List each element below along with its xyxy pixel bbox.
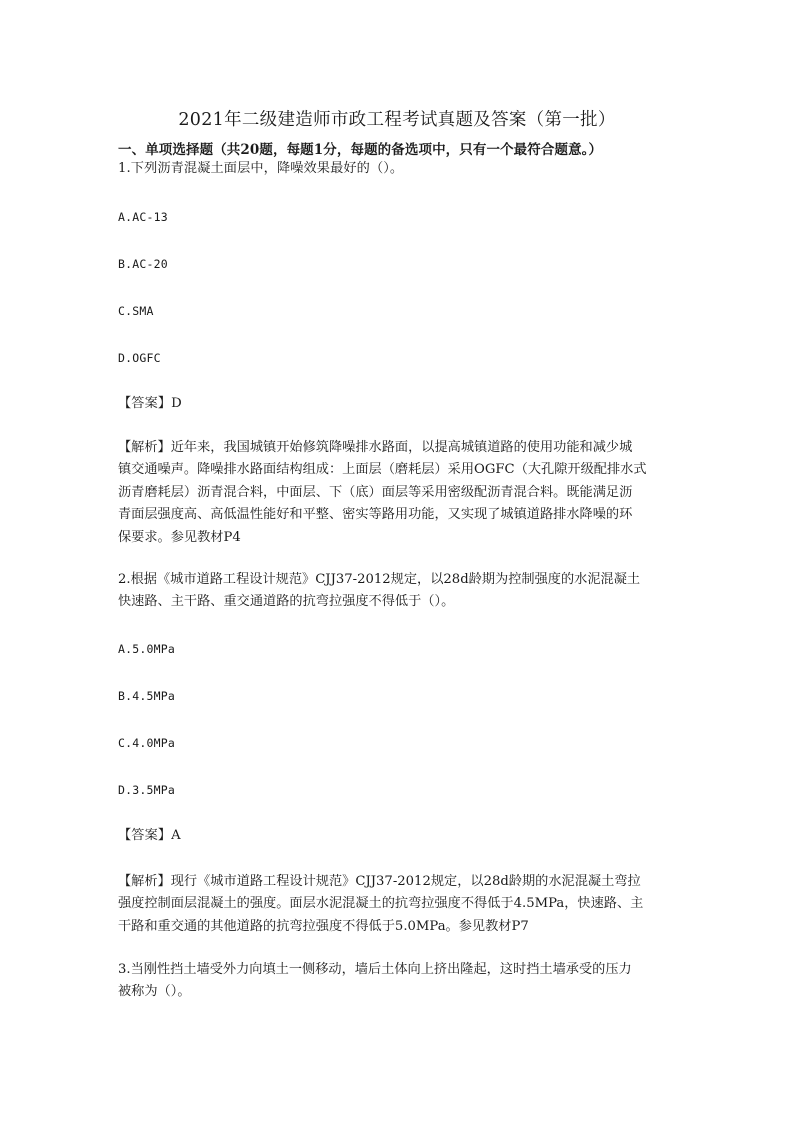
- stem-line: 快速路、主干路、重交通道路的抗弯拉强度不得低于（）。: [118, 594, 455, 610]
- analysis-line: 干路和重交通的其他道路的抗弯拉强度不得低于5.0MPa。参见教材P7: [118, 918, 529, 934]
- stem-line: 2.根据《城市道路工程设计规范》CJJ37-2012规定，以28d龄期为控制强度的水泥混凝土: [118, 572, 641, 587]
- question-2-stem: [118, 569, 688, 614]
- analysis-line: 青面层强度高、高低温性能好和平整、密实等路用功能，又实现了城镇道路排水降噪的环: [118, 507, 633, 523]
- question-2-option-d: D.3.5MPa: [118, 783, 175, 797]
- question-3-stem: [118, 959, 688, 1004]
- question-1-option-a: A.AC-13: [118, 210, 168, 224]
- question-1-stem: 1.下列沥青混凝土面层中，降噪效果最好的（）。: [118, 161, 404, 176]
- question-2-analysis: [118, 871, 688, 938]
- question-1-answer: 【答案】D: [118, 396, 182, 411]
- stem-line: 3.当刚性挡土墙受外力向填土一侧移动，墙后土体向上挤出隆起，这时挡土墙承受的压力: [118, 962, 632, 977]
- analysis-line: 【解析】近年来，我国城镇开始修筑降噪排水路面，以提高城镇道路的使用功能和减少城: [118, 440, 633, 455]
- question-2-answer: 【答案】A: [118, 828, 181, 843]
- analysis-line: 镇交通噪声。降噪排水路面结构组成：上面层（磨耗层）采用OGFC（大孔隙开级配排水式: [118, 462, 647, 478]
- analysis-line: 【解析】现行《城市道路工程设计规范》CJJ37-2012规定，以28d龄期的水泥混凝土弯拉: [118, 874, 641, 889]
- question-1-option-c: C.SMA: [118, 304, 154, 318]
- analysis-line: 强度控制面层混凝土的强度。面层水泥混凝土的抗弯拉强度不得低于4.5MPa，快速路、主: [118, 896, 644, 912]
- analysis-line: 保要求。参见教材P4: [118, 529, 241, 545]
- question-1-analysis: [118, 437, 688, 549]
- analysis-line: 沥青磨耗层）沥青混合料，中面层、下（底）面层等采用密级配沥青混合料。既能满足沥: [118, 484, 633, 500]
- stem-line: 被称为（）。: [118, 984, 191, 1000]
- question-2-option-b: B.4.5MPa: [118, 689, 175, 703]
- question-2-option-c: C.4.0MPa: [118, 736, 175, 750]
- question-1-option-d: D.OGFC: [118, 351, 161, 365]
- question-1-option-b: B.AC-20: [118, 257, 168, 271]
- section-heading: 一、单项选择题（共20题，每题1分，每题的备选项中，只有一个最符合题意。）: [118, 142, 603, 158]
- page-title: 2021年二级建造师市政工程考试真题及答案（第一批）: [178, 110, 616, 130]
- question-2-option-a: A.5.0MPa: [118, 642, 175, 656]
